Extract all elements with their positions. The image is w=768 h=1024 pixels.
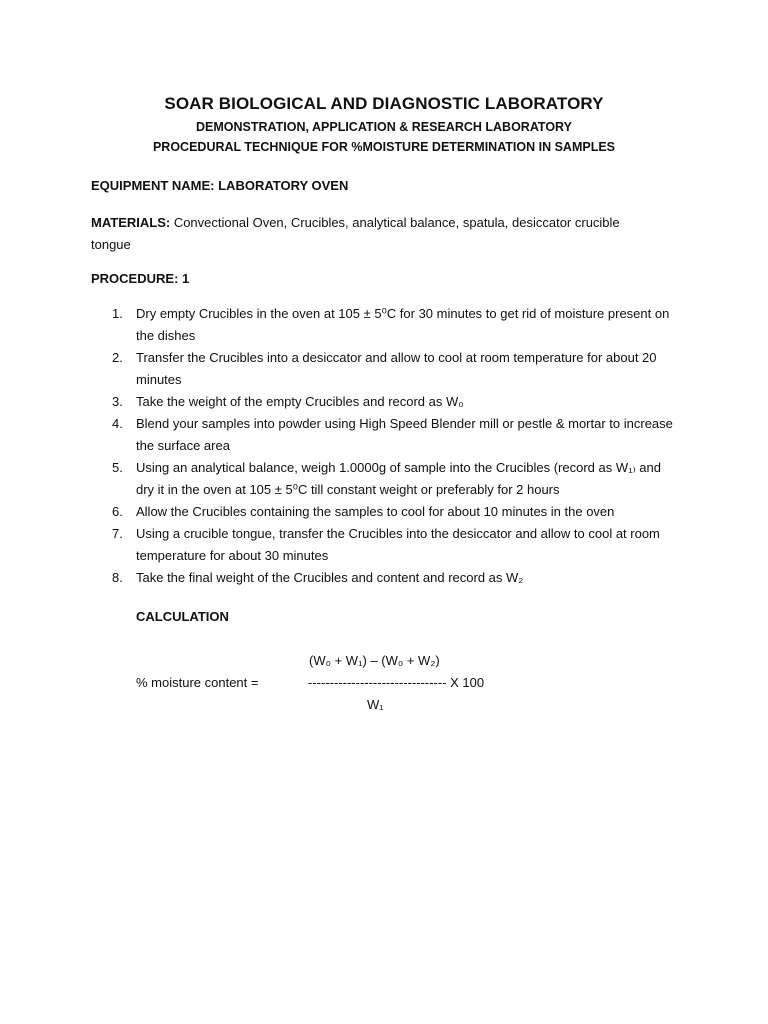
list-item	[91, 303, 681, 347]
materials-label: MATERIALS:	[91, 215, 171, 230]
equipment-name: EQUIPMENT NAME: LABORATORY OVEN	[91, 178, 349, 193]
step-text: Allow the Crucibles containing the samples to cool for about 10 minutes in the oven	[136, 504, 615, 519]
procedure-steps	[91, 303, 681, 589]
materials-text: Convectional Oven, Crucibles, analytical balance, spatula, desiccator crucible tongue	[91, 215, 620, 252]
step-number: 6.	[112, 504, 123, 519]
lab-subtitle: DEMONSTRATION, APPLICATION & RESEARCH LABORATORY	[196, 120, 572, 134]
step-text: Transfer the Crucibles into a desiccator and allow to cool at room temperature for about 20 minutes	[136, 350, 657, 387]
lab-title: SOAR BIOLOGICAL AND DIAGNOSTIC LABORATORY	[164, 94, 604, 113]
step-number: 3.	[112, 394, 123, 409]
formula-denominator: W₁	[367, 697, 384, 712]
step-text: Using an analytical balance, weigh 1.0000g of sample into the Crucibles (record as W₁₎ and dry it in the oven at 105 ± 5⁰C till constant weight or preferably for 2 hours	[136, 460, 661, 497]
step-text: Blend your samples into powder using High Speed Blender mill or pestle & mortar to increase the surface area	[136, 416, 673, 453]
procedure-heading: PROCEDURE: 1	[91, 271, 190, 286]
step-number: 7.	[112, 526, 123, 541]
step-number: 2.	[112, 350, 123, 365]
step-text: Dry empty Crucibles in the oven at 105 ± 5⁰C for 30 minutes to get rid of moisture present on the dishes	[136, 306, 670, 343]
list-item	[91, 501, 681, 523]
list-item	[91, 567, 681, 589]
list-item	[91, 413, 681, 457]
list-item	[91, 523, 681, 567]
step-number: 4.	[112, 416, 123, 431]
step-number: 5.	[112, 460, 123, 475]
step-text: Using a crucible tongue, transfer the Crucibles into the desiccator and allow to cool at room temperature for about 30 minutes	[136, 526, 660, 563]
step-text: Take the weight of the empty Crucibles and record as W₀	[136, 394, 464, 409]
procedure-title: PROCEDURAL TECHNIQUE FOR %MOISTURE DETERMINATION IN SAMPLES	[152, 140, 616, 154]
list-item	[91, 391, 681, 413]
list-item	[91, 457, 681, 501]
step-number: 1.	[112, 306, 123, 321]
step-number: 8.	[112, 570, 123, 585]
step-text: Take the final weight of the Crucibles and content and record as W₂	[136, 570, 524, 585]
materials-paragraph	[91, 212, 651, 256]
formula-numerator: (W₀ + W₁) – (W₀ + W₂)	[309, 653, 440, 668]
calculation-heading: CALCULATION	[136, 609, 229, 624]
formula-fraction-line: -------------------------------- X 100	[308, 675, 485, 690]
formula-label: % moisture content =	[136, 675, 259, 690]
list-item	[91, 347, 681, 391]
